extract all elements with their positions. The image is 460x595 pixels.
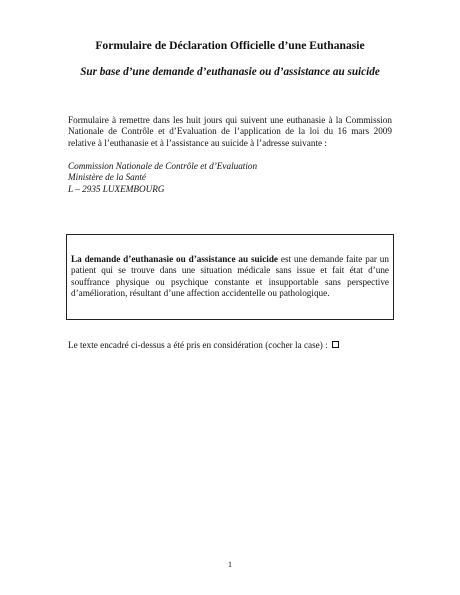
intro-text: Formulaire à remettre dans les huit jours qui suivent une euthanasie à la Commission Nationale de Contrôle et d’Evaluation de l’application de la loi du 16 mars 2009 relative à l’euthanasie et à l’assistance au suicide à l’adresse suivante : [68, 115, 392, 148]
definition-paragraph [71, 254, 389, 300]
acknowledgement-line [68, 340, 398, 351]
address-line-ministry: Ministère de la Santé [68, 172, 146, 183]
address-line-commission: Commission Nationale de Contrôle et d’Evaluation [68, 161, 258, 171]
document-title: Formulaire de Déclaration Officielle d’une Euthanasie [95, 39, 365, 52]
commission-address [68, 161, 392, 195]
acknowledgement-label: Le texte encadré ci-dessus a été pris en considération (cocher la case) : [68, 340, 328, 350]
acknowledgement-checkbox[interactable] [332, 341, 339, 348]
address-line-city: L – 2935 LUXEMBOURG [68, 183, 165, 194]
document-subtitle: Sur base d’une demande d’euthanasie ou d’assistance au suicide [80, 66, 380, 78]
definition-body: est une demande faite par un patient qui se trouve dans une situation médicale sans issue et fait état d’une souffrance physique ou psychique constante et insupportable sans perspective d’amélioration, résultant d’une affection accidentelle ou pathologique. [71, 254, 389, 299]
page-number: 1 [228, 560, 232, 569]
intro-paragraph [68, 115, 392, 149]
definition-lead: La demande d’euthanasie ou d’assistance au suicide [71, 254, 279, 264]
definition-box [66, 234, 394, 320]
